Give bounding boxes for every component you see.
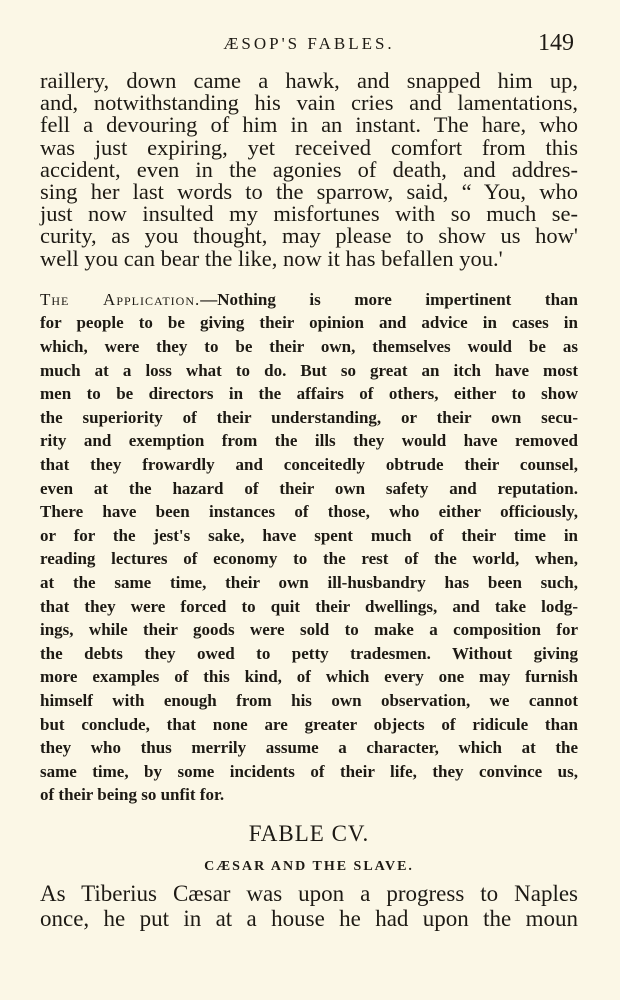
text-line: more examples of this kind, of which every one may furnish — [40, 667, 578, 687]
text-line: himself with enough from his own observation, we cannot — [40, 690, 578, 710]
fable-story — [40, 881, 578, 931]
page-header — [40, 30, 578, 70]
text-line: sing her last words to the sparrow, said, “ You, who — [40, 179, 578, 205]
application-label: The Application. — [40, 289, 201, 309]
text-line: even at the hazard of their own safety and reputation. — [40, 478, 578, 498]
text-line: they who thus merrily assume a character, which at the — [40, 738, 578, 758]
text-line: at the same time, their own ill-husbandry has been such, — [40, 572, 578, 592]
application-section — [40, 288, 578, 807]
text-line: raillery, down came a hawk, and snapped him up, — [40, 68, 578, 93]
page-number: 149 — [538, 30, 574, 56]
text-line: that they frowardly and conceitedly obtrude their counsel, — [40, 454, 578, 474]
text-line: or for the jest's sake, have spent much of their time in — [40, 525, 578, 545]
text-line: fell a devouring of him in an instant. The hare, who — [40, 112, 578, 138]
application-first-line: —Nothing is more impertinent than — [200, 289, 578, 309]
running-title: ÆSOP'S FABLES. — [223, 34, 395, 53]
text-line: rity and exemption from the ills they would have removed — [40, 431, 578, 451]
fable-title: CÆSAR AND THE SLAVE. — [204, 858, 414, 874]
text-line: reading lectures of economy to the rest of the world, when, — [40, 549, 578, 569]
text-line: much at a loss what to do. But so great an itch have most — [40, 360, 578, 380]
text-line: just now insulted my misfortunes with so much se- — [40, 201, 578, 227]
text-line: the superiority of their understanding, or their own secu- — [40, 407, 578, 427]
text-line: the debts they owed to petty tradesmen. Without giving — [40, 643, 578, 663]
text-line: same time, by some incidents of their life, they convince us, — [40, 761, 578, 781]
text-line: accident, even in the agonies of death, and addres- — [40, 156, 578, 182]
text-line: of their being so unfit for. — [40, 785, 225, 805]
text-line: for people to be giving their opinion and advice in cases in — [40, 313, 578, 333]
text-line: well you can bear the like, now it has befallen you.' — [40, 245, 503, 271]
text-line: There have been instances of those, who either officiously, — [40, 502, 578, 522]
book-page — [40, 30, 578, 931]
fable-number: FABLE CV. — [248, 820, 370, 846]
text-line: which, were they to be their own, themselves would be as — [40, 337, 578, 357]
text-line: As Tiberius Cæsar was upon a progress to Naples — [40, 880, 578, 906]
text-line: that they were forced to quit their dwellings, and take lodg- — [40, 596, 578, 616]
text-line: but conclude, that none are greater objects of ridicule than — [40, 714, 578, 734]
text-line: once, he put in at a house he had upon the moun — [40, 905, 578, 931]
text-line: and, notwithstanding his vain cries and lamentations, — [40, 90, 578, 116]
text-line: was just expiring, yet received comfort from this — [40, 134, 578, 160]
text-line: men to be directors in the affairs of others, either to show — [40, 384, 578, 404]
text-line: ings, while their goods were sold to make a composition for — [40, 620, 578, 640]
text-line: curity, as you thought, may please to show us how' — [40, 223, 578, 249]
text-line — [40, 288, 578, 312]
tale-conclusion — [40, 70, 578, 270]
